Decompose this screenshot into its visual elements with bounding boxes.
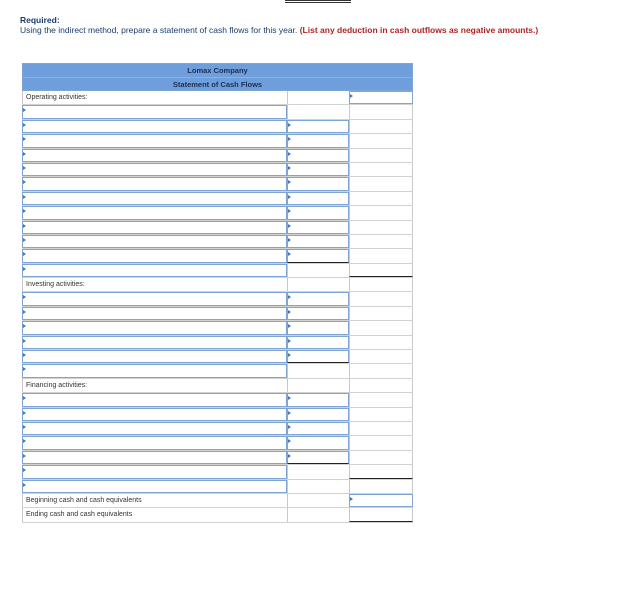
- amount-input: [287, 105, 349, 118]
- total-input: [349, 292, 413, 305]
- instructions-note: (List any deduction in cash outflows as negative amounts.): [299, 25, 539, 35]
- amount-input: [287, 379, 349, 392]
- total-input[interactable]: [349, 494, 413, 507]
- description-input[interactable]: [22, 264, 287, 277]
- amount-input[interactable]: [287, 451, 349, 464]
- table-row: [22, 422, 413, 436]
- amount-input[interactable]: [287, 307, 349, 320]
- table-row: [22, 451, 413, 465]
- table-row: [22, 235, 413, 249]
- amount-input: [287, 91, 349, 104]
- table-row: [22, 149, 413, 163]
- total-input: [349, 436, 413, 449]
- total-input: [349, 120, 413, 133]
- amount-input[interactable]: [287, 192, 349, 205]
- description-input[interactable]: [22, 221, 287, 234]
- total-input: [349, 508, 413, 521]
- amount-input[interactable]: [287, 177, 349, 190]
- description-input[interactable]: [22, 364, 287, 377]
- total-input: [349, 105, 413, 118]
- total-input: [349, 206, 413, 219]
- table-row: [22, 192, 413, 206]
- section-row: [22, 91, 413, 105]
- total-input: [349, 451, 413, 464]
- table-row: [22, 120, 413, 134]
- total-input: [349, 393, 413, 406]
- description-input[interactable]: [22, 163, 287, 176]
- amount-input: [287, 364, 349, 377]
- amount-input[interactable]: [287, 292, 349, 305]
- amount-input[interactable]: [287, 436, 349, 449]
- description-input[interactable]: [22, 321, 287, 334]
- amount-input[interactable]: [287, 206, 349, 219]
- total-input: [349, 192, 413, 205]
- amount-input: [287, 264, 349, 277]
- table-row: [22, 177, 413, 191]
- total-input: [349, 321, 413, 334]
- amount-input[interactable]: [287, 336, 349, 349]
- total-input: [349, 249, 413, 262]
- total-input: [349, 364, 413, 377]
- table-row: [22, 350, 413, 364]
- description-input[interactable]: [22, 480, 287, 493]
- company-name: Lomax Company: [187, 66, 248, 75]
- statement-header: [22, 63, 413, 91]
- description-input[interactable]: [22, 422, 287, 435]
- amount-input[interactable]: [287, 221, 349, 234]
- amount-input[interactable]: [287, 134, 349, 147]
- description-input[interactable]: [22, 465, 287, 478]
- table-row: [22, 221, 413, 235]
- statement-title: Statement of Cash Flows: [23, 77, 412, 91]
- table-row: [22, 307, 413, 321]
- total-input: [349, 149, 413, 162]
- description-input[interactable]: [22, 235, 287, 248]
- total-input: [349, 336, 413, 349]
- amount-input[interactable]: [287, 350, 349, 363]
- total-input: [349, 480, 413, 493]
- table-row: [22, 292, 413, 306]
- section-label: Investing activities:: [22, 278, 287, 291]
- amount-input[interactable]: [287, 163, 349, 176]
- section-label: Operating activities:: [22, 91, 287, 104]
- total-input: [349, 350, 413, 363]
- description-input[interactable]: [22, 249, 287, 262]
- summary-label: Beginning cash and cash equivalents: [22, 494, 287, 507]
- section-row: [22, 379, 413, 393]
- instructions: [20, 15, 610, 35]
- total-input: [349, 177, 413, 190]
- amount-input[interactable]: [287, 149, 349, 162]
- amount-input[interactable]: [287, 408, 349, 421]
- table-row: [22, 163, 413, 177]
- description-input[interactable]: [22, 393, 287, 406]
- description-input[interactable]: [22, 105, 287, 118]
- description-input[interactable]: [22, 307, 287, 320]
- table-row: [22, 364, 413, 378]
- total-input: [349, 163, 413, 176]
- amount-input[interactable]: [287, 321, 349, 334]
- total-input: [349, 264, 413, 277]
- table-row: [22, 264, 413, 278]
- cash-flow-statement: [22, 63, 413, 523]
- total-input: [349, 221, 413, 234]
- required-heading: Required:: [20, 15, 60, 25]
- description-input[interactable]: [22, 451, 287, 464]
- description-input[interactable]: [22, 149, 287, 162]
- amount-input: [287, 278, 349, 291]
- total-input: [349, 465, 413, 478]
- description-input[interactable]: [22, 336, 287, 349]
- table-row: [22, 408, 413, 422]
- section-label: Financing activities:: [22, 379, 287, 392]
- table-row: [22, 321, 413, 335]
- amount-input: [287, 508, 349, 521]
- description-input[interactable]: [22, 120, 287, 133]
- description-input[interactable]: [22, 177, 287, 190]
- description-input[interactable]: [22, 350, 287, 363]
- total-input: [349, 307, 413, 320]
- section-row: [22, 278, 413, 292]
- table-row: [22, 480, 413, 494]
- top-divider: [285, 0, 351, 3]
- amount-input[interactable]: [287, 120, 349, 133]
- amount-input[interactable]: [287, 422, 349, 435]
- table-row: [22, 465, 413, 479]
- table-row: [22, 436, 413, 450]
- description-input[interactable]: [22, 206, 287, 219]
- description-input[interactable]: [22, 192, 287, 205]
- statement-rows: [22, 91, 413, 523]
- summary-label: Ending cash and cash equivalents: [22, 508, 287, 521]
- total-input: [349, 134, 413, 147]
- summary-row: [22, 508, 413, 522]
- amount-input: [287, 494, 349, 507]
- table-row: [22, 393, 413, 407]
- amount-input[interactable]: [287, 235, 349, 248]
- instructions-text: Using the indirect method, prepare a statement of cash flows for this year. (List any deduction in cash outflows as negative amounts.): [20, 25, 539, 35]
- total-input: [349, 422, 413, 435]
- amount-input: [287, 480, 349, 493]
- amount-input: [287, 465, 349, 478]
- total-input: [349, 379, 413, 392]
- table-row: [22, 134, 413, 148]
- total-input: [349, 278, 413, 291]
- description-input[interactable]: [22, 292, 287, 305]
- description-input[interactable]: [22, 436, 287, 449]
- amount-input[interactable]: [287, 249, 349, 262]
- total-input: [349, 408, 413, 421]
- total-input[interactable]: [349, 91, 413, 104]
- table-row: [22, 206, 413, 220]
- table-row: [22, 249, 413, 263]
- table-row: [22, 336, 413, 350]
- table-row: [22, 105, 413, 119]
- summary-row: [22, 494, 413, 508]
- description-input[interactable]: [22, 134, 287, 147]
- total-input: [349, 235, 413, 248]
- description-input[interactable]: [22, 408, 287, 421]
- amount-input[interactable]: [287, 393, 349, 406]
